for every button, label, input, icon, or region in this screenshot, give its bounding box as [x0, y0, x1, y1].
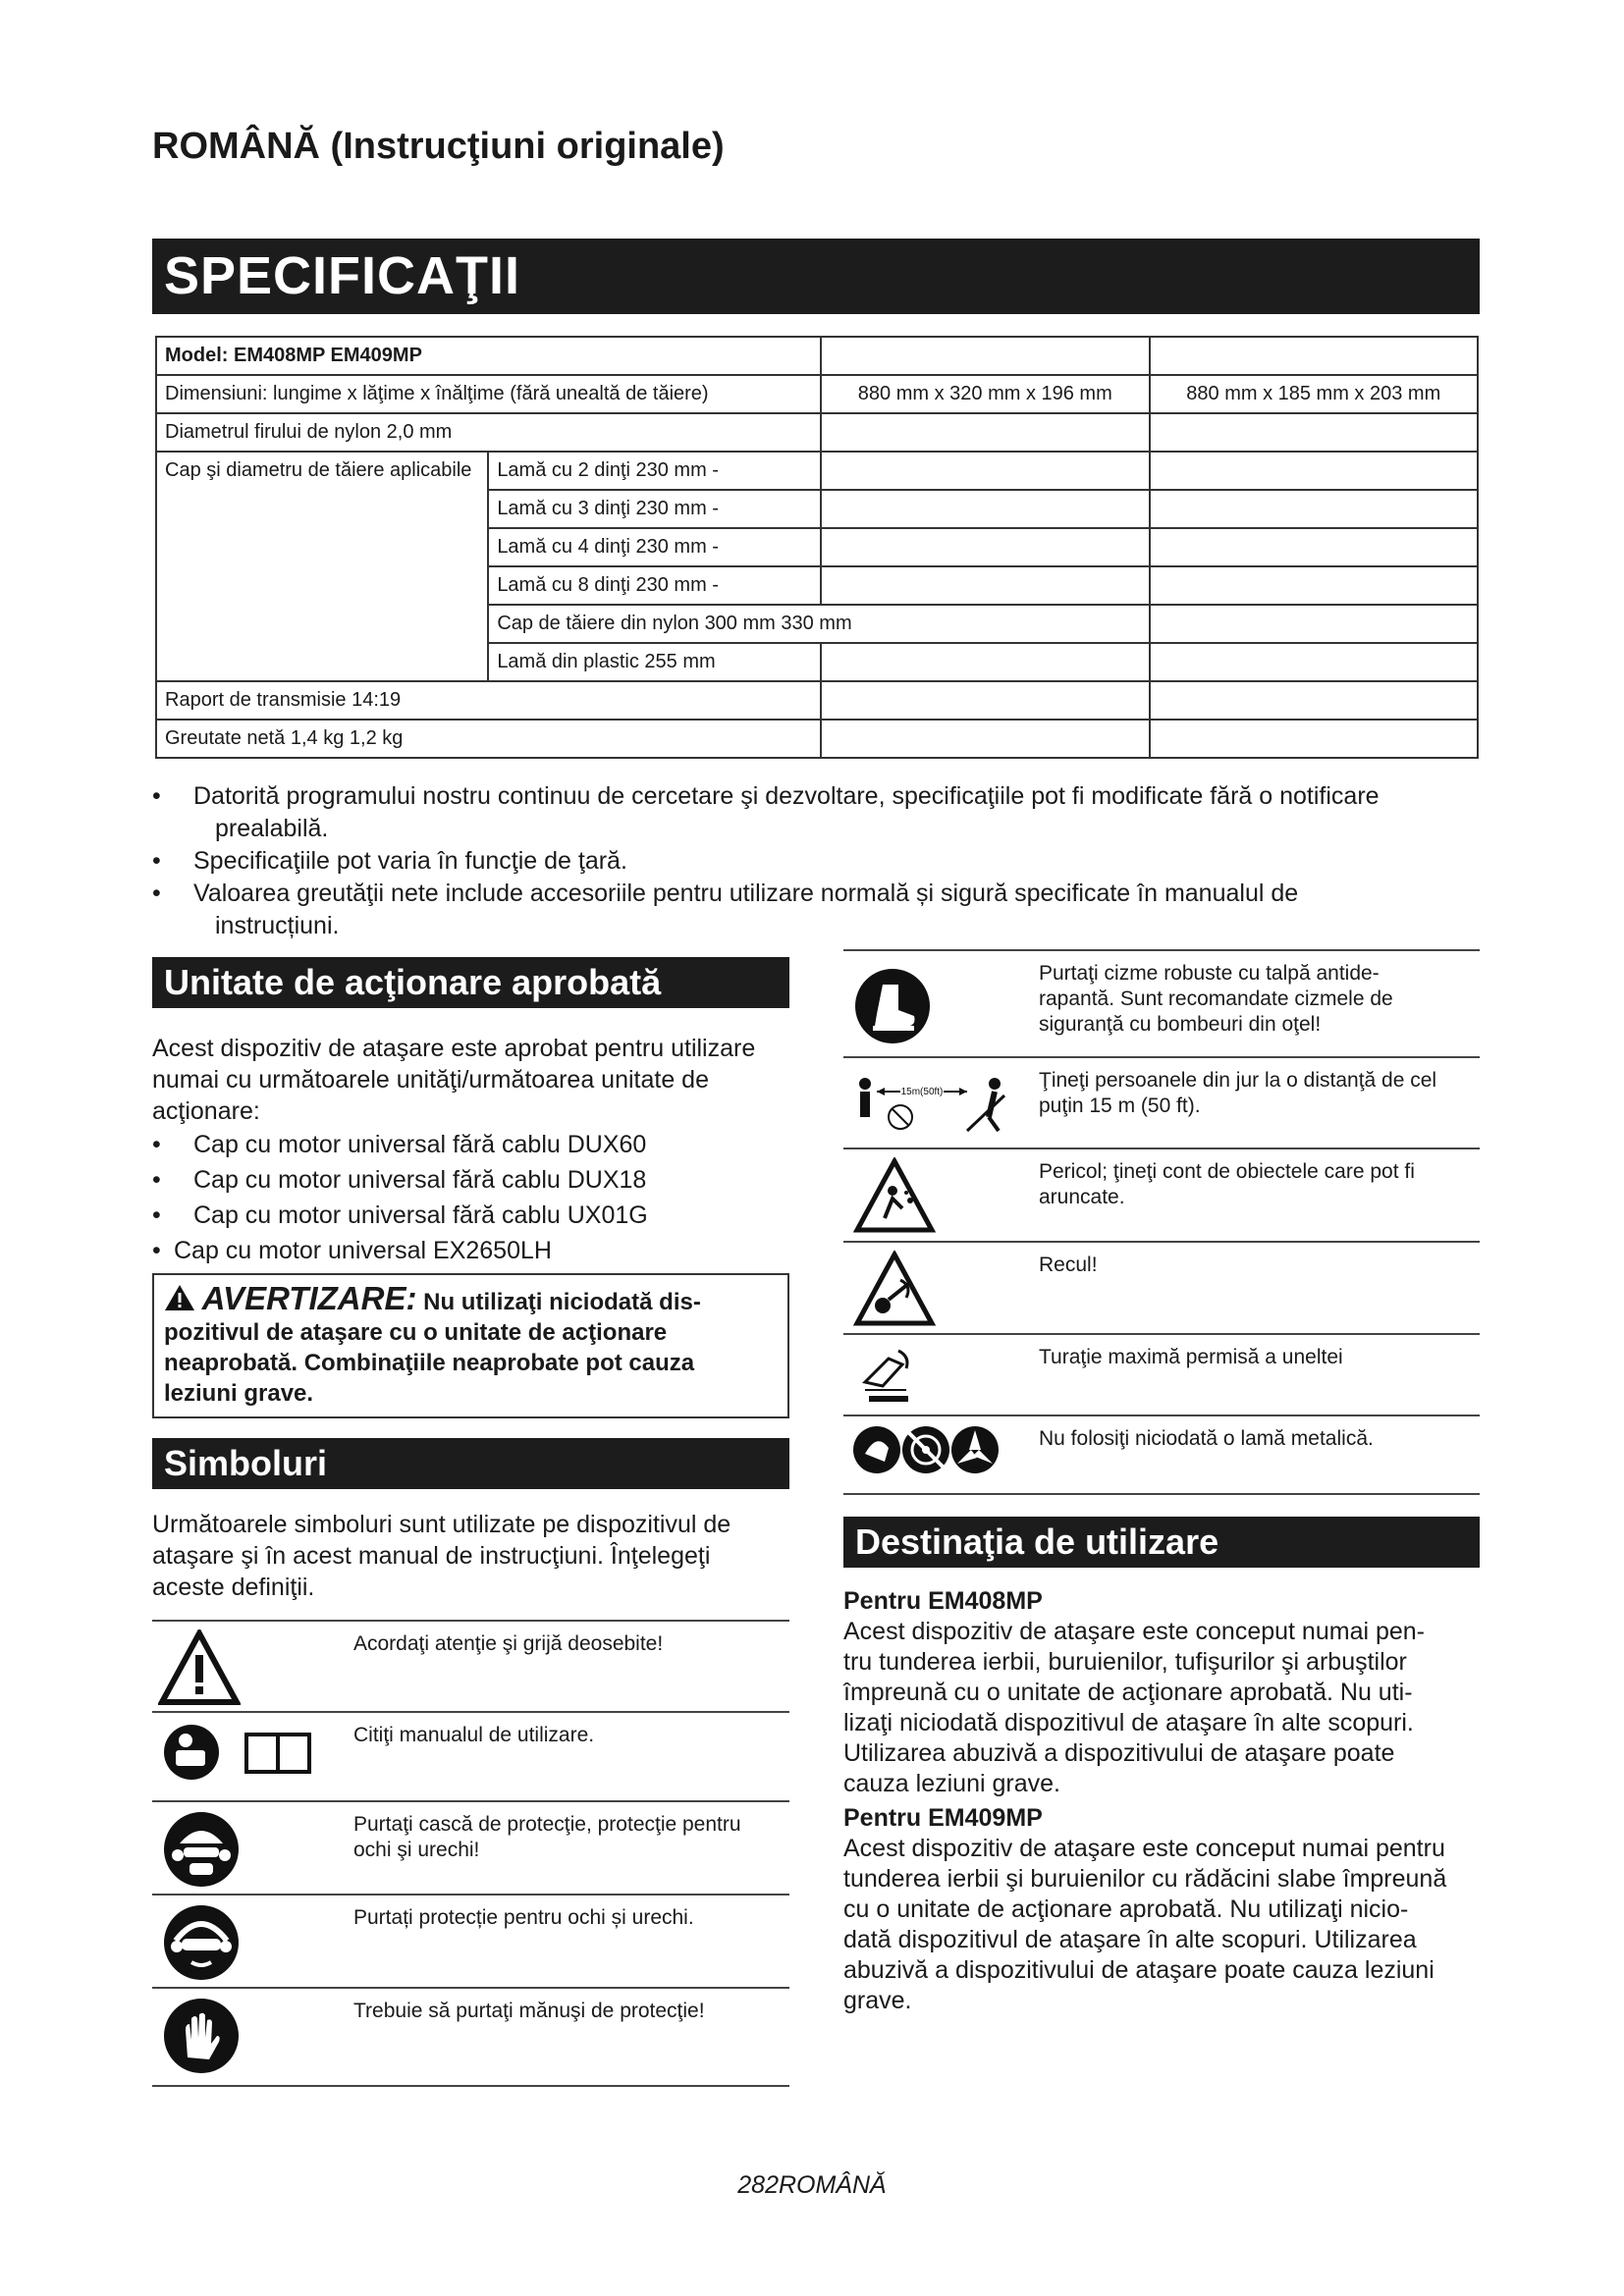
table-row [156, 337, 1478, 375]
specifications-table [155, 336, 1479, 759]
gloves-icon [162, 1997, 241, 2075]
svg-text:15m(50ft): 15m(50ft) [900, 1087, 944, 1097]
spec-notes [152, 780, 1480, 942]
helmet-goggles-ear-icon [162, 1810, 241, 1889]
unit-list [152, 1127, 789, 1268]
max-speed-icon [859, 1343, 918, 1408]
distance-15m-icon [851, 1066, 1028, 1135]
dimensions-label: Dimensiuni: lungime x lăţime x înălţime (fără unealtă de tăiere) [156, 375, 821, 413]
em409-subtitle: Pentru EM409MP [843, 1804, 1043, 1832]
cutting-row: Lamă din plastic 255 mm [488, 643, 821, 681]
cutting-row: Cap de tăiere din nylon 300 mm 330 mm [488, 605, 1149, 643]
cutting-row: Lamă cu 2 dinţi 230 mm - [488, 452, 821, 490]
list-item: • Specificaţiile pot varia în funcţie de ţară. [152, 847, 627, 875]
page-number: 282ROMÂNĂ [737, 2171, 887, 2199]
intended-use-body: Pentru EM408MP Acest dispozitiv de ataşare este conceput numai pen- tru tunderea ierbii, buruienilor, tufişurilor şi arbuştilor împreună cu o unitate de acţionare aprobată. Nu uti- lizaţi niciodată dispozitivul de ataşare în alte scopuri. Utilizarea abuzivă a dispozitivului de ataşare poate cauza leziuni grave. Pentru EM409MP Acest dispozitiv de ataşare este conceput numai pentru tunderea ierbii şi buruienilor cu rădăcini slabe împreună cu o unitate de acţionare aprobată. Nu utilizaţi nicio- dată dispozitivul de ataşare în alte scopuri. Utilizarea abuzivă a dispozitivului de ataşare poate cauza leziuni grave. [843, 1586, 1480, 2016]
unit-intro: Acest dispozitiv de ataşare este aprobat pentru utilizare numai cu următoarele unităţi/următoarea unitate de acţionare: [152, 1035, 756, 1125]
cutting-row: Lamă cu 4 dinţi 230 mm - [488, 528, 821, 566]
cutting-row: Lamă cu 8 dinţi 230 mm - [488, 566, 821, 605]
unit-heading: Unitate de acţionare aprobată [152, 957, 789, 1008]
table-row [156, 452, 1478, 490]
kickback-icon [853, 1251, 936, 1327]
warning-triangle-icon [164, 1284, 195, 1311]
model-cell: Model: EM408MP EM409MP [156, 337, 821, 375]
list-item: • Cap cu motor universal fără cablu UX01G [152, 1201, 648, 1229]
list-item: • Valoarea greutăţii nete include accesoriile pentru utilizare normală și sigură specificate în manualul de instrucțiuni. [152, 880, 1299, 939]
table-row: Pericol; ţineţi cont de obiectele care pot fi aruncate. [843, 1148, 1480, 1242]
em408-subtitle: Pentru EM408MP [843, 1587, 1043, 1615]
table-row: Recul! [843, 1242, 1480, 1334]
table-row: 15m(50ft) Ţineţi persoanele din jur la o distanţă de cel puţin 15 m (50 ft). [843, 1057, 1480, 1148]
read-manual-icon [162, 1721, 329, 1784]
warning-triangle-icon [158, 1629, 241, 1706]
table-row: Purtați protecție pentru ochi și urechi. [152, 1895, 789, 1988]
nylon-diameter-cell: Diametrul firului de nylon 2,0 mm [156, 413, 821, 452]
table-row [156, 413, 1478, 452]
table-row: Acordaţi atenţie şi grijă deosebite! [152, 1621, 789, 1712]
table-row: Trebuie să purtaţi mănuşi de protecţie! [152, 1988, 789, 2086]
table-row: Citiţi manualul de utilizare. [152, 1712, 789, 1801]
net-weight-cell: Greutate netă 1,4 kg 1,2 kg [156, 720, 821, 758]
cutting-label: Cap şi diametru de tăiere aplicabile [156, 452, 488, 681]
specifications-heading: SPECIFICAŢII [152, 239, 1480, 314]
symbols-intro: Următoarele simboluri sunt utilizate pe dispozitivul de ataşare şi în acest manual de instrucţiuni. Înţelegeţi aceste definiţii. [152, 1511, 731, 1601]
gear-ratio-cell: Raport de transmisie 14:19 [156, 681, 821, 720]
list-item: • Cap cu motor universal fără cablu DUX60 [152, 1131, 647, 1158]
list-item: • Cap cu motor universal EX2650LH [152, 1237, 552, 1264]
table-row: Nu folosiţi niciodată o lamă metalică. [843, 1415, 1480, 1494]
table-row: Purtaţi cizme robuste cu talpă antide- rapantă. Sunt recomandate cizmele de siguranţă cu bombeuri din oţel! [843, 950, 1480, 1057]
dimensions-em408: 880 mm x 320 mm x 196 mm [821, 375, 1149, 413]
symbols-table-right [843, 949, 1480, 1495]
boots-icon [853, 967, 932, 1045]
list-item: • Cap cu motor universal fără cablu DUX18 [152, 1166, 647, 1194]
table-row [156, 681, 1478, 720]
cutting-row: Lamă cu 3 dinţi 230 mm - [488, 490, 821, 528]
warning-box: AVERTIZARE: Nu utilizaţi niciodată dis- pozitivul de ataşare cu o unitate de acţionare neaprobată. Combinaţiile neaprobate pot cauza leziuni grave. [152, 1273, 789, 1418]
table-row [156, 720, 1478, 758]
intended-use-heading: Destinaţia de utilizare [843, 1517, 1480, 1568]
table-row [156, 375, 1478, 413]
table-row: Turaţie maximă permisă a uneltei [843, 1334, 1480, 1415]
goggles-ear-icon [162, 1903, 241, 1982]
list-item: • Datorită programului nostru continuu de cercetare şi dezvoltare, specificaţiile pot fi modificate fără o notificare prealabilă. [152, 782, 1380, 842]
dimensions-em409: 880 mm x 185 mm x 203 mm [1150, 375, 1479, 413]
symbols-table-left [152, 1620, 789, 2087]
no-metal-blade-icon [851, 1424, 1001, 1477]
thrown-objects-icon [853, 1157, 936, 1234]
symbols-heading: Simboluri [152, 1438, 789, 1489]
table-row: Purtaţi cască de protecţie, protecţie pentru ochi şi urechi! [152, 1801, 789, 1895]
page-title: ROMÂNĂ (Instrucţiuni originale) [152, 126, 725, 167]
